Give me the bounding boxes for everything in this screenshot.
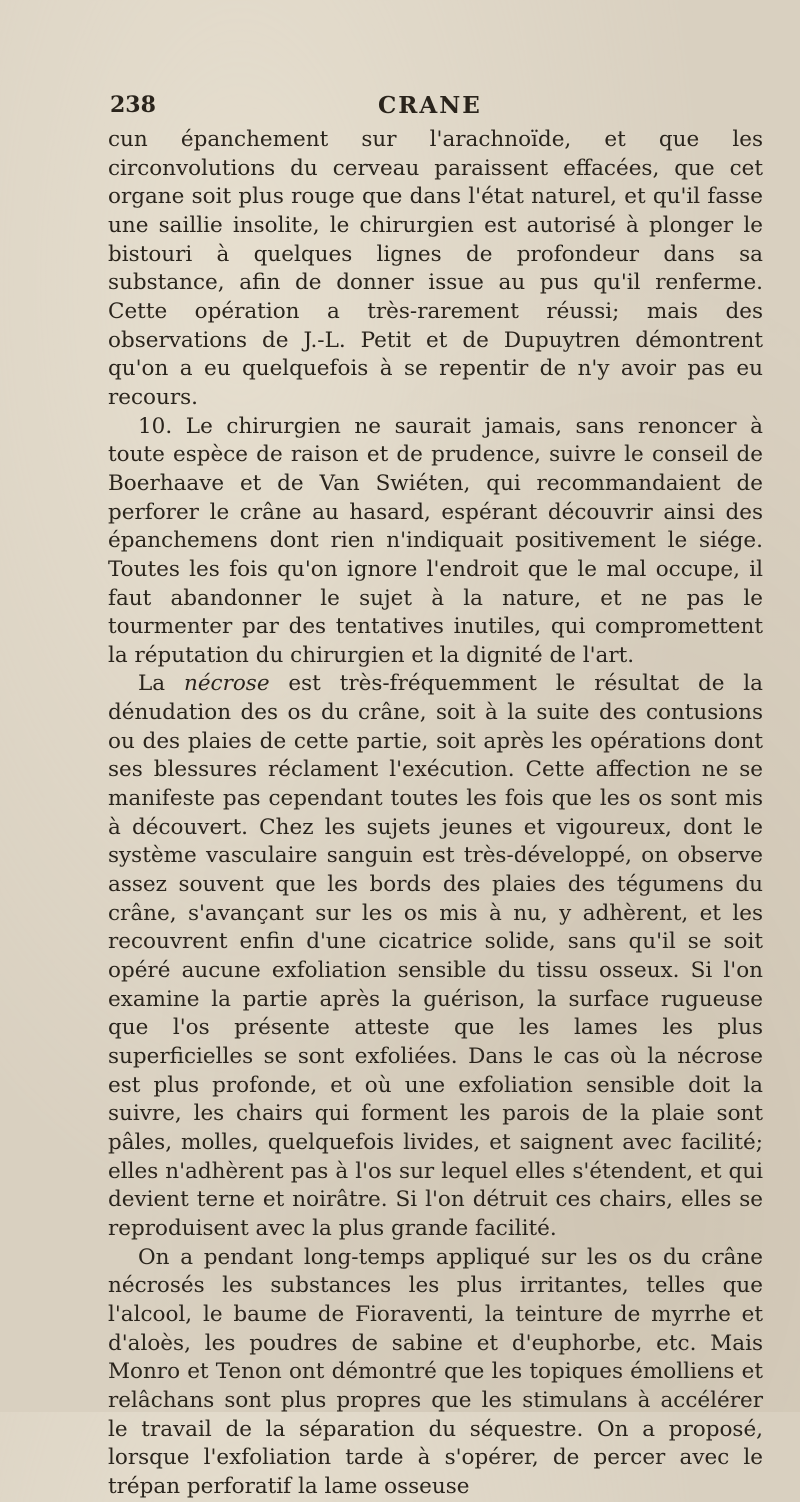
paragraph-1: cun épanchement sur l'arachnoïde, et que les circonvolutions du cerveau paraissent effacées, que cet organe soit plus rouge que dans l'état naturel, et qu'il fasse une saillie insolite, le chirurgien est autorisé à plonger le bistouri à quelques lignes de profondeur dans sa substance, afin de donner issue au pus qu'il renferme. Cette opération a très-rarement réussi; mais des observations de J.-L. Petit et de Dupuytren démontrent qu'on a eu quelquefois à se repentir de n'y avoir pas eu recours. — [108, 127, 763, 410]
paragraph-3-text: est très-fréquemment le résultat de la dénudation des os du crâne, soit à la suite des contusions ou des plaies de cette partie, soit après les opérations dont ses blessures réclament l'exécution. Cette affection ne se manifeste pas cependant toutes les fois que les os sont mis à découvert. Chez les sujets jeunes et vigoureux, dont le système vasculaire sanguin est très-développé, on observe assez souvent que les bords des plaies des tégumens du crâne, s'avançant sur les os mis à nu, y adhèrent, et les recouvrent enfin d'une cicatrice solide, sans qu'il se soit opéré aucune exfoliation sensible du tissu osseux. Si l'on examine la partie après la guérison, la surface rugueuse que l'os présente atteste que les lames les plus superficielles se sont exfoliées. Dans le cas où la nécrose est plus profonde, et où une exfoliation sensible doit la suivre, les chairs qui forment les parois de la plaie sont pâles, molles, quelquefois livides, et saignent avec facilité; elles n'adhèrent pas à l'os sur lequel elles s'étendent, et qui devient terne et noirâtre. Si l'on détruit ces chairs, elles se reproduisent avec la plus grande facilité. — [108, 671, 763, 1241]
paragraph-4: On a pendant long-temps appliqué sur les os du crâne nécrosés les substances les plus irritantes, telles que l'alcool, le baume de Fioraventi, la teinture de myrrhe et d'aloès, les poudres de sabine et d'euphorbe, etc. Mais Monro et Tenon ont démontré que les topiques émolliens et relâchans sont plus propres que les stimulans à accélérer le travail de la séparation du séquestre. On a proposé, lorsque l'exfoliation tarde à s'opérer, de percer avec le trépan perforatif la lame osseuse — [108, 1244, 763, 1499]
paragraph-3-lead: La — [138, 671, 184, 697]
paragraph-2: 10. Le chirurgien ne saurait jamais, sans renoncer à toute espèce de raison et de prudence, suivre le conseil de Boerhaave et de Van Swiéten, qui recommandaient de perforer le crâne au hasard, espérant découvrir ainsi des épanchemens dont rien n'indiquait positivement le siége. Toutes les fois qu'on ignore l'endroit que le mal occupe, il faut abandonner le sujet à la nature, et ne pas le tourmenter par des tentatives inutiles, qui compromettent la réputation du chirurgien et la dignité de l'art. — [108, 413, 763, 668]
paragraph-3 — [108, 670, 763, 1243]
page-number: 238 — [110, 92, 156, 118]
running-head — [110, 92, 760, 122]
body-text — [108, 126, 763, 1502]
necrose-term: nécrose — [183, 671, 270, 697]
running-title: CRANE — [378, 92, 482, 119]
